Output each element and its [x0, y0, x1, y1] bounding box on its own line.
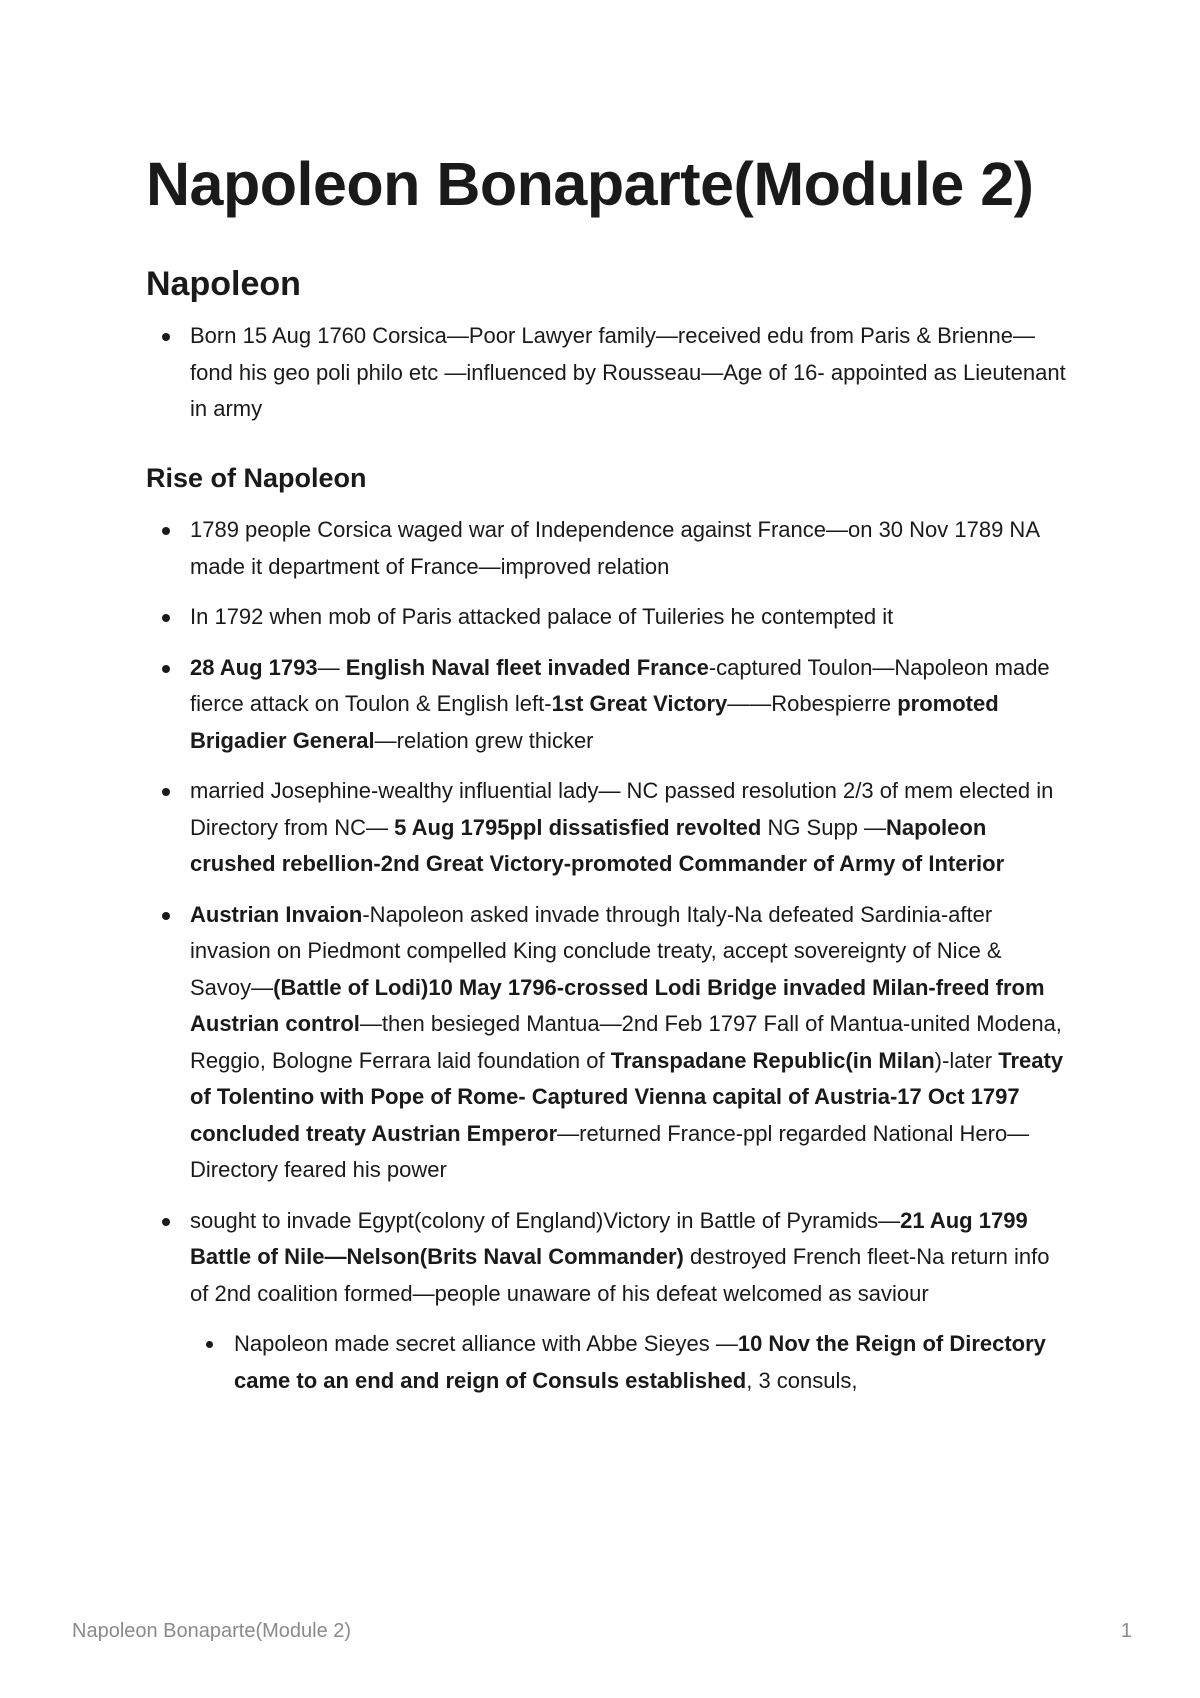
- bold-text: Austrian Invaion: [190, 901, 363, 927]
- text-run: sought to invade Egypt(colony of England)Victory in Battle of Pyramids—: [190, 1207, 901, 1233]
- bold-text: 10 Nov the Reign of Directory came to an end and reign of Consuls established: [234, 1331, 1046, 1393]
- bold-text: 1st Great Victory: [551, 691, 728, 716]
- page-number: 1: [1120, 1620, 1132, 1642]
- page-title: Napoleon Bonaparte(Module 2): [146, 150, 1034, 218]
- text-run: -Napoleon asked invade through Italy-Na defeated Sardinia-after invasion on Piedmont compelled King conclude treaty, accept sovereignty of Nice & Savoy—: [190, 901, 1002, 1000]
- bold-text: Treaty of Tolentino with Pope of Rome- Captured Vienna capital of Austria-17 Oct 1797 concluded treaty Austrian Emperor: [190, 1047, 1064, 1146]
- bold-text: 5 Aug 1795ppl dissatisfied revolted: [394, 814, 762, 840]
- list-item: In 1792 when mob of Paris attacked palace of Tuileries he contempted it: [146, 599, 1066, 636]
- text-run: destroyed French fleet-Na return info of 2nd coalition formed—people unaware of his defeat welcomed as saviour: [190, 1244, 1050, 1306]
- list-item: [146, 650, 1066, 760]
- text-run: ——Robespierre: [727, 691, 898, 716]
- nested-bullet-list: [190, 1326, 1066, 1399]
- napoleon-bullet-list: [146, 318, 1066, 442]
- text-run: , 3 consuls,: [746, 1367, 858, 1393]
- text-run: —: [317, 654, 346, 680]
- section-heading-rise-of-napoleon: Rise of Napoleon: [146, 463, 367, 493]
- footer-title: Napoleon Bonaparte(Module 2): [72, 1620, 352, 1642]
- section-heading-napoleon: Napoleon: [146, 265, 301, 303]
- text-run: —relation grew thicker: [374, 727, 594, 753]
- list-item: [146, 1203, 1066, 1400]
- list-item: [146, 773, 1066, 883]
- text-run: —then besieged Mantua—2nd Feb 1797 Fall of Mantua-united Modena, Reggio, Bologne Ferrara laid foundation of: [190, 1011, 1062, 1073]
- text-run: married Josephine-wealthy influential lady— NC passed resolution 2/3 of mem elected in Directory from NC—: [190, 778, 1054, 840]
- bold-text: 28 Aug 1793: [190, 654, 318, 680]
- text-run: -captured Toulon—Napoleon made fierce attack on Toulon & English left-: [190, 654, 1050, 716]
- list-item: [146, 897, 1066, 1189]
- text-run: NG Supp —: [761, 814, 887, 840]
- bold-text: (Battle of Lodi)10 May 1796-crossed Lodi Bridge invaded Milan-freed from Austrian control: [190, 974, 1045, 1036]
- list-item: [190, 1326, 1066, 1399]
- rise-bullet-list: [146, 512, 1066, 1413]
- bold-text: 21 Aug 1799 Battle of Nile—Nelson(Brits Naval Commander): [190, 1207, 1028, 1269]
- bold-text: promoted Brigadier General: [190, 691, 999, 753]
- text-run: )-later: [934, 1047, 999, 1073]
- text-run: Napoleon made secret alliance with Abbe Sieyes —: [234, 1331, 738, 1356]
- bold-text: English Naval fleet invaded France: [345, 654, 709, 680]
- bold-text: Transpadane Republic(in Milan: [610, 1047, 935, 1073]
- bold-text: Napoleon crushed rebellion-2nd Great Victory-promoted Commander of Army of Interior: [190, 814, 1005, 876]
- list-item: 1789 people Corsica waged war of Independence against France—on 30 Nov 1789 NA made it department of France—improved relation: [146, 512, 1066, 585]
- text-run: —returned France-ppl regarded National Hero—Directory feared his power: [190, 1120, 1030, 1182]
- list-item: Born 15 Aug 1760 Corsica—Poor Lawyer family—received edu from Paris & Brienne—fond his geo poli philo etc —influenced by Rousseau—Age of 16- appointed as Lieutenant in army: [146, 318, 1066, 428]
